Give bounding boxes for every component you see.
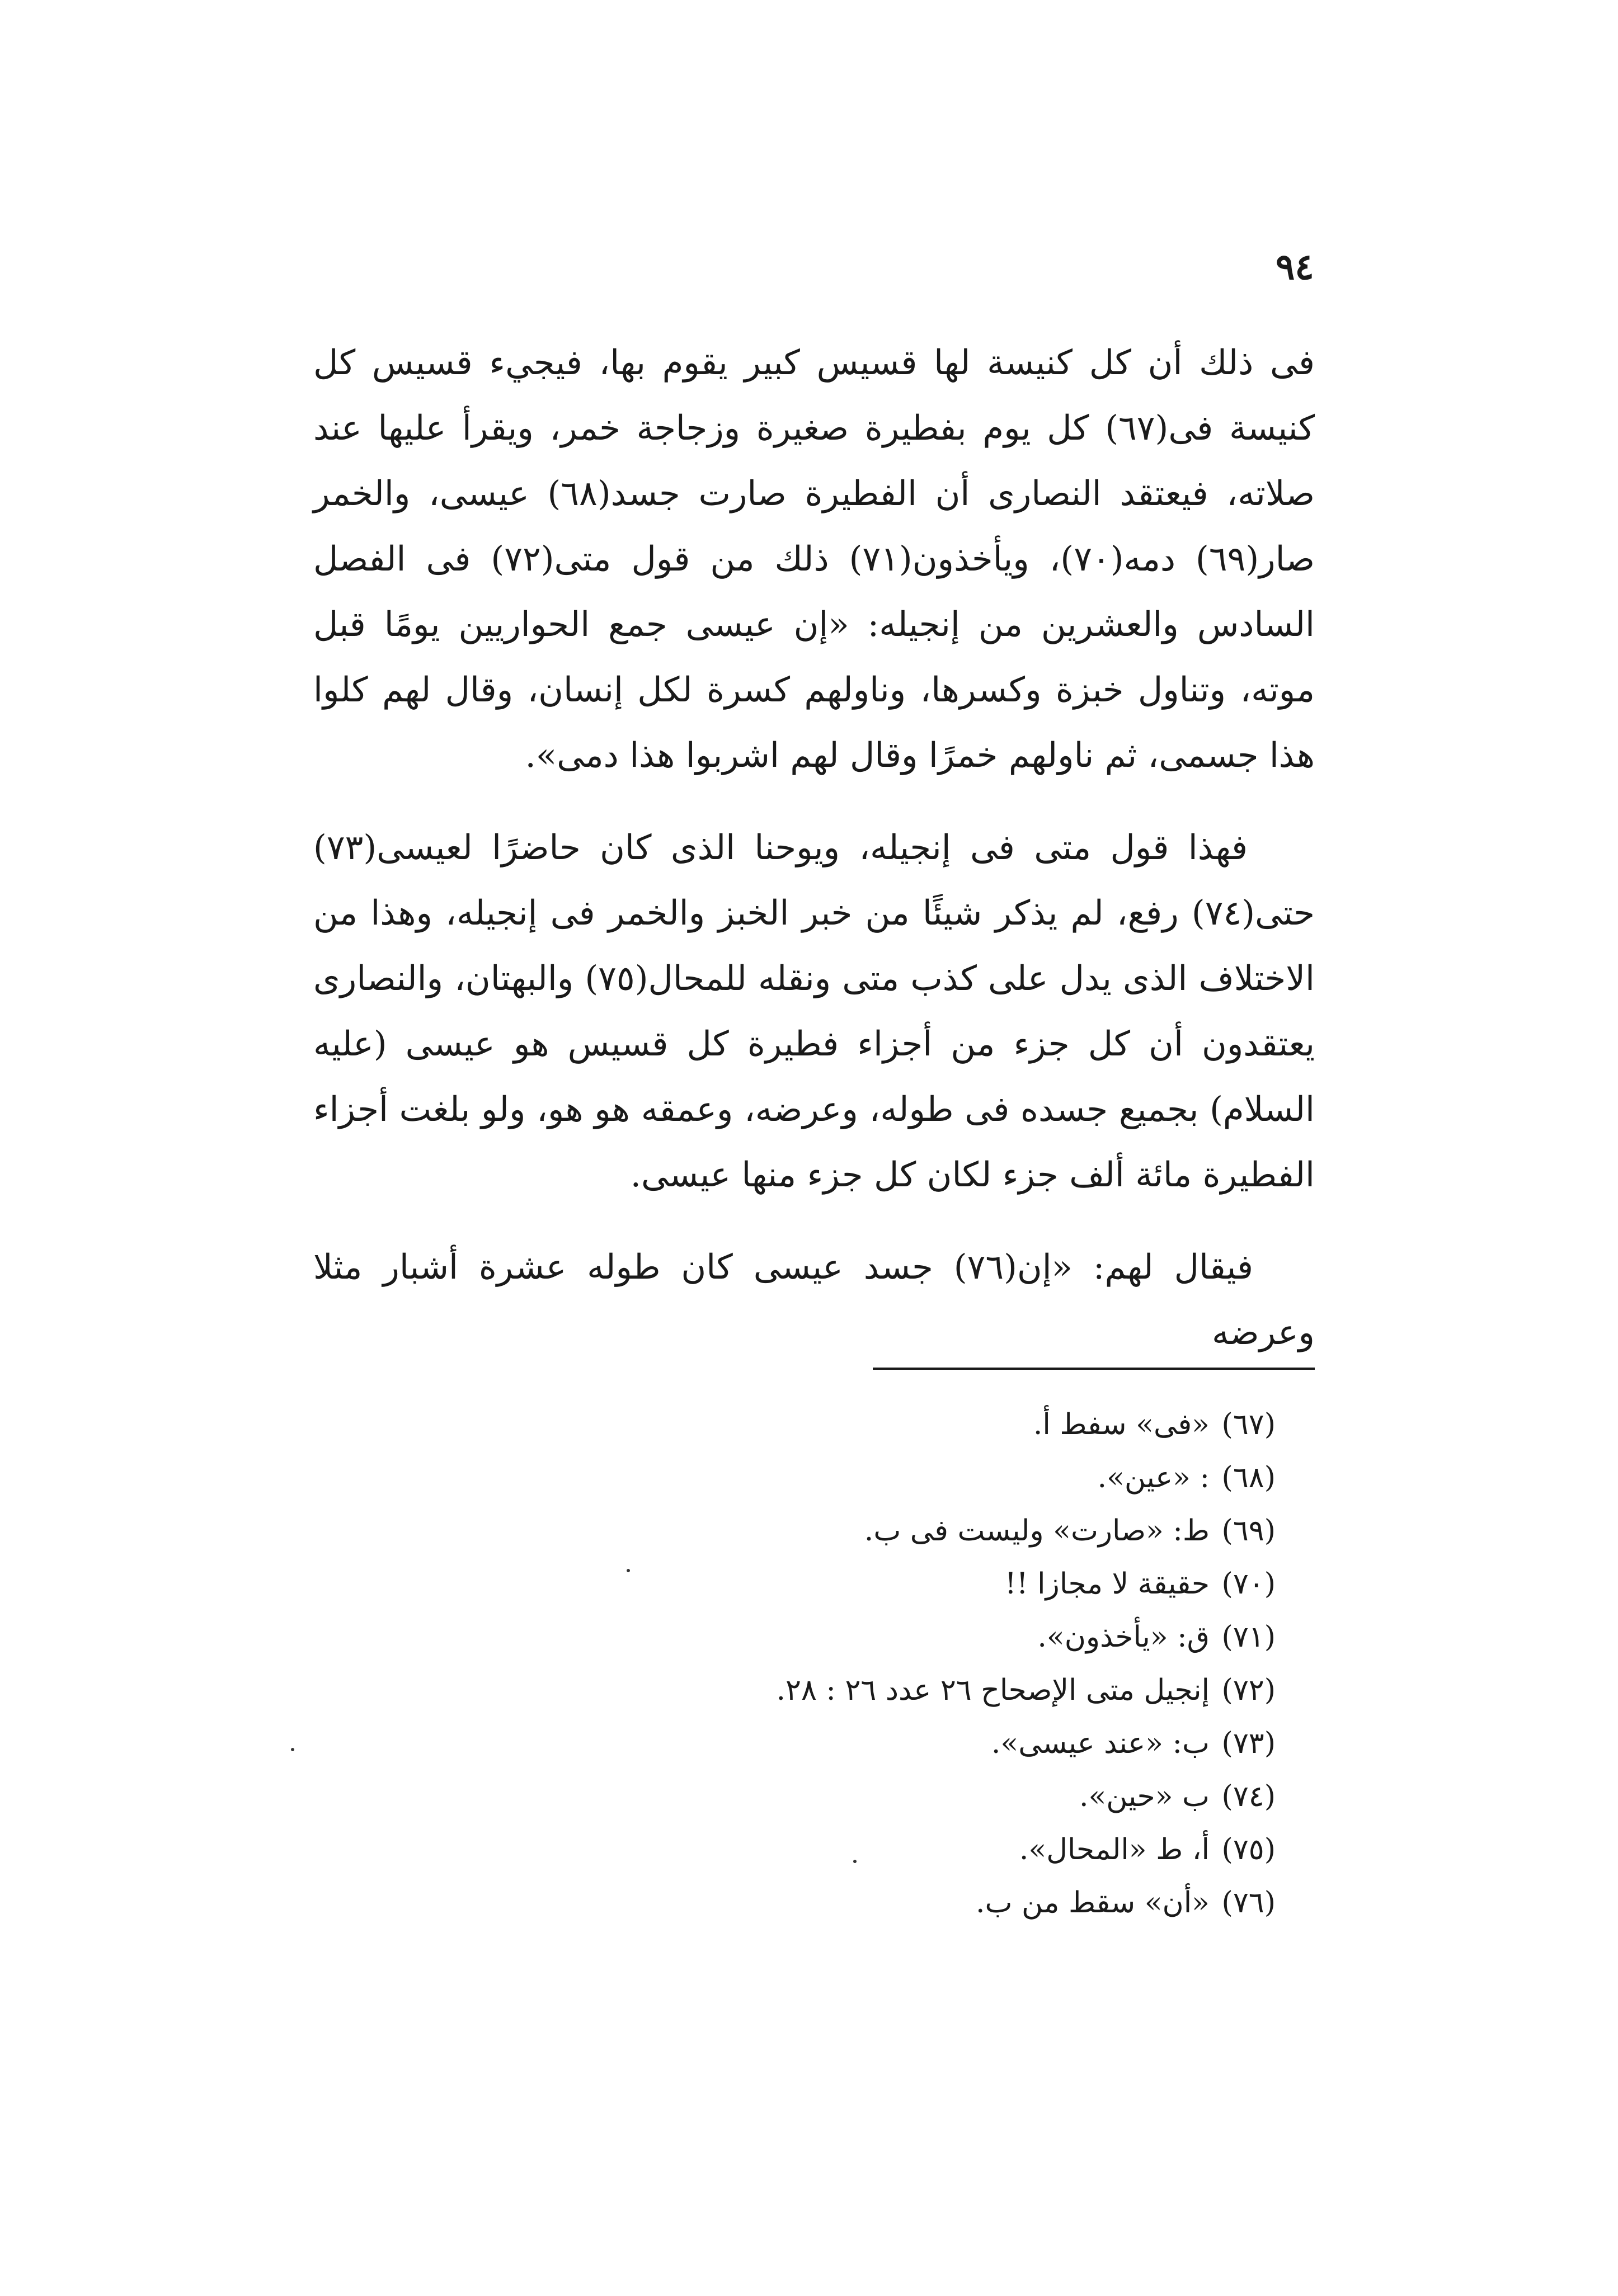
paragraph: فى ذلك أن كل كنيسة لها قسيس كبير يقوم بها، فيجيء قسيس كل كنيسة فى(٦٧) كل يوم بفطيرة صغيرة وزجاجة خمر، ويقرأ عليها عند صلاته، فيعتقد النصارى أن الفطيرة صارت جسد(٦٨) عيسى، والخمر صار(٦٩) دمه(٧٠)، ويأخذون(٧١) ذلك من قول متى(٧٢) فى الفصل السادس والعشرين من إنجيله: «إن عيسى جمع الحواريين يومًا قبل موته، وتناول خبزة وكسرها، وناولهم كسرة لكل إنسان، وقال لهم كلوا هذا جسمى، ثم ناولهم خمرًا وقال لهم اشربوا هذا دمى». bbox=[313, 343, 1315, 775]
scan-speck bbox=[853, 1860, 857, 1863]
footnote-text: : «عين». bbox=[1097, 1461, 1210, 1494]
footnote-number: (٧٦) bbox=[1221, 1886, 1276, 1920]
footnote-divider bbox=[873, 1368, 1315, 1370]
footnote-number: (٧٤) bbox=[1221, 1780, 1276, 1813]
footnote-number: (٧١) bbox=[1221, 1620, 1276, 1654]
footnote bbox=[313, 1398, 1276, 1451]
footnote-text: «أن» سقط من ب. bbox=[975, 1886, 1210, 1920]
footnote-text: حقيقة لا مجازا !! bbox=[1004, 1567, 1210, 1601]
footnote-text: ب: «عند عيسى». bbox=[991, 1727, 1210, 1760]
footnote bbox=[313, 1505, 1276, 1558]
footnote-number: (٦٨) bbox=[1221, 1461, 1276, 1494]
footnote-text: ب «حين». bbox=[1079, 1780, 1210, 1813]
footnote-number: (٦٧) bbox=[1221, 1408, 1276, 1441]
footnote-number: (٦٩) bbox=[1221, 1514, 1276, 1548]
footnote-text: ق: «يأخذون». bbox=[1037, 1620, 1210, 1654]
footnote bbox=[313, 1451, 1276, 1505]
scan-speck bbox=[291, 1748, 294, 1751]
footnote bbox=[313, 1558, 1276, 1611]
footnote bbox=[313, 1770, 1276, 1823]
footnote bbox=[313, 1717, 1276, 1770]
footnotes bbox=[313, 1398, 1276, 1930]
paragraph: فهذا قول متى فى إنجيله، ويوحنا الذى كان حاضرًا لعيسى(٧٣) حتى(٧٤) رفع، لم يذكر شيئًا من خبر الخبز والخمر فى إنجيله، وهذا من الاختلاف الذى يدل على كذب متى ونقله للمحال(٧٥) والبهتان، والنصارى يعتقدون أن كل جزء من أجزاء فطيرة كل قسيس هو عيسى (عليه السلام) بجميع جسده فى طوله، وعرضه، وعمقه هو هو، ولو بلغت أجزاء الفطيرة مائة ألف جزء لكان كل جزء منها عيسى. bbox=[313, 828, 1315, 1195]
footnote bbox=[313, 1877, 1276, 1930]
footnote-number: (٧٢) bbox=[1221, 1673, 1276, 1707]
footnote-text: أ، ط «المحال». bbox=[1019, 1833, 1210, 1866]
footnote-number: (٧٣) bbox=[1221, 1727, 1276, 1760]
footnote-text: ط: «صارت» وليست فى ب. bbox=[864, 1514, 1210, 1548]
scan-speck bbox=[627, 1569, 630, 1572]
body-text bbox=[313, 330, 1315, 1365]
footnote-number: (٧٥) bbox=[1221, 1833, 1276, 1866]
footnote bbox=[313, 1664, 1276, 1717]
footnote bbox=[313, 1823, 1276, 1877]
paragraph: فيقال لهم: «إن(٧٦) جسد عيسى كان طوله عشرة أشبار مثلا وعرضه bbox=[313, 1247, 1315, 1352]
footnote-text: إنجيل متى الإصحاح ٢٦ عدد ٢٦ : ٢٨. bbox=[776, 1673, 1210, 1707]
page-number: ٩٤ bbox=[1276, 246, 1314, 288]
footnote-text: «فى» سفط أ. bbox=[1033, 1408, 1210, 1441]
footnote-number: (٧٠) bbox=[1221, 1567, 1276, 1601]
footnote bbox=[313, 1611, 1276, 1664]
